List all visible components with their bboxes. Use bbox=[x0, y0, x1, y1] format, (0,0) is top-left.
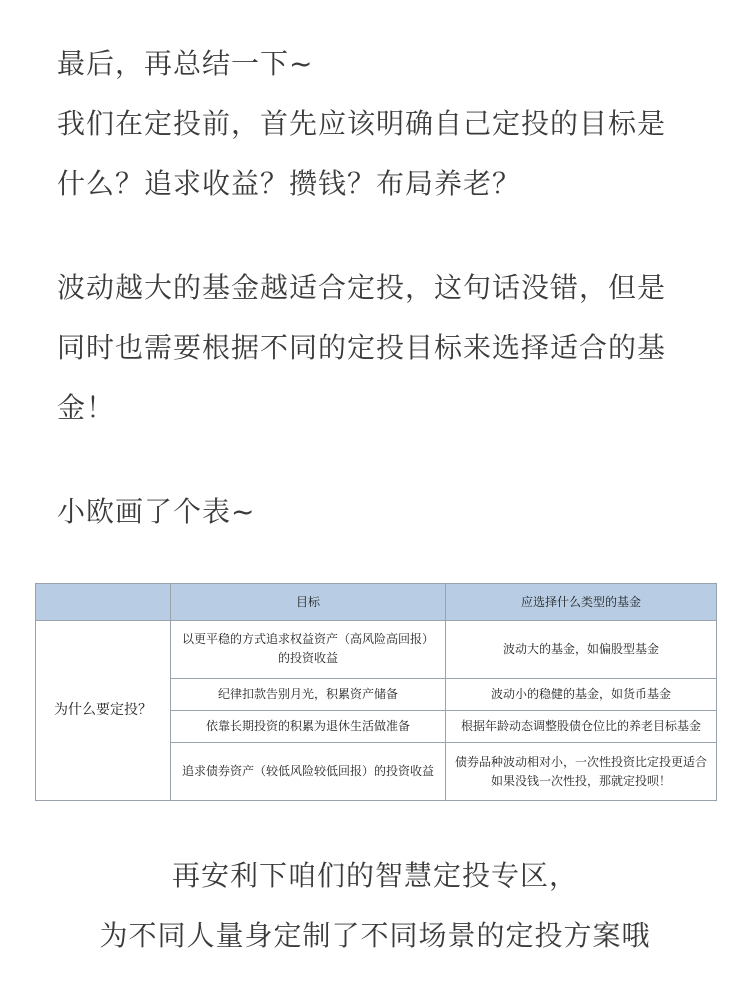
fund-cell bbox=[446, 621, 717, 679]
table-header-row bbox=[36, 584, 717, 621]
intro-line: 最后，再总结一下~ bbox=[57, 47, 314, 80]
target-cell bbox=[171, 678, 446, 710]
fund-cell bbox=[446, 743, 717, 801]
fund-cell bbox=[446, 678, 717, 710]
target-cell bbox=[171, 743, 446, 801]
target-text: 依靠长期投资的积累为退休生活做准备 bbox=[205, 719, 410, 734]
target-cell bbox=[171, 710, 446, 742]
fund-text: 波动小的稳健的基金，如货币基金 bbox=[490, 686, 671, 701]
goal-fund-table bbox=[35, 583, 716, 801]
table-header-empty bbox=[36, 584, 171, 621]
closing-line: 再安利下咱们的智慧定投专区， bbox=[171, 859, 578, 892]
goal-fund-table-grid bbox=[35, 583, 717, 801]
point-line: 同时也需要根据不同的定投目标来选择适合的基 bbox=[57, 331, 667, 364]
fund-cell bbox=[446, 710, 717, 742]
table-intro-text: 小欧画了个表~ bbox=[57, 495, 256, 528]
target-text: 的投资收益 bbox=[277, 651, 338, 666]
fund-text: 波动大的基金，如偏股型基金 bbox=[502, 641, 659, 656]
intro-line: 我们在定投前，首先应该明确自己定投的目标是 bbox=[57, 107, 667, 140]
intro-line: 什么？追求收益？攒钱？布局养老？ bbox=[57, 167, 522, 200]
target-text: 纪律扣款告别月光，积累资产储备 bbox=[217, 686, 398, 701]
table-header-fund: 应选择什么类型的基金 bbox=[446, 584, 717, 621]
fund-text: 如果没钱一次性投，那就定投呗！ bbox=[490, 773, 671, 788]
table-header-target: 目标 bbox=[171, 584, 446, 621]
table-row bbox=[36, 621, 717, 679]
target-cell bbox=[171, 621, 446, 679]
table-intro bbox=[57, 482, 707, 542]
closing-paragraph bbox=[0, 846, 750, 966]
fund-text: 债券品种波动相对小，一次性投资比定投更适合 bbox=[454, 754, 707, 769]
point-line: 波动越大的基金越适合定投，这句话没错，但是 bbox=[57, 271, 667, 304]
target-text: 追求债券资产（较低风险较低回报）的投资收益 bbox=[181, 764, 434, 779]
point-paragraph bbox=[57, 258, 707, 438]
fund-text: 根据年龄动态调整股债仓位比的养老目标基金 bbox=[460, 719, 701, 734]
target-text: 以更平稳的方式追求权益资产（高风险高回报） bbox=[181, 632, 434, 647]
row-head-why: 为什么要定投？ bbox=[36, 621, 171, 801]
intro-paragraph bbox=[57, 34, 707, 214]
closing-line: 为不同人量身定制了不同场景的定投方案哦 bbox=[99, 919, 651, 952]
point-line: 金！ bbox=[57, 391, 116, 424]
